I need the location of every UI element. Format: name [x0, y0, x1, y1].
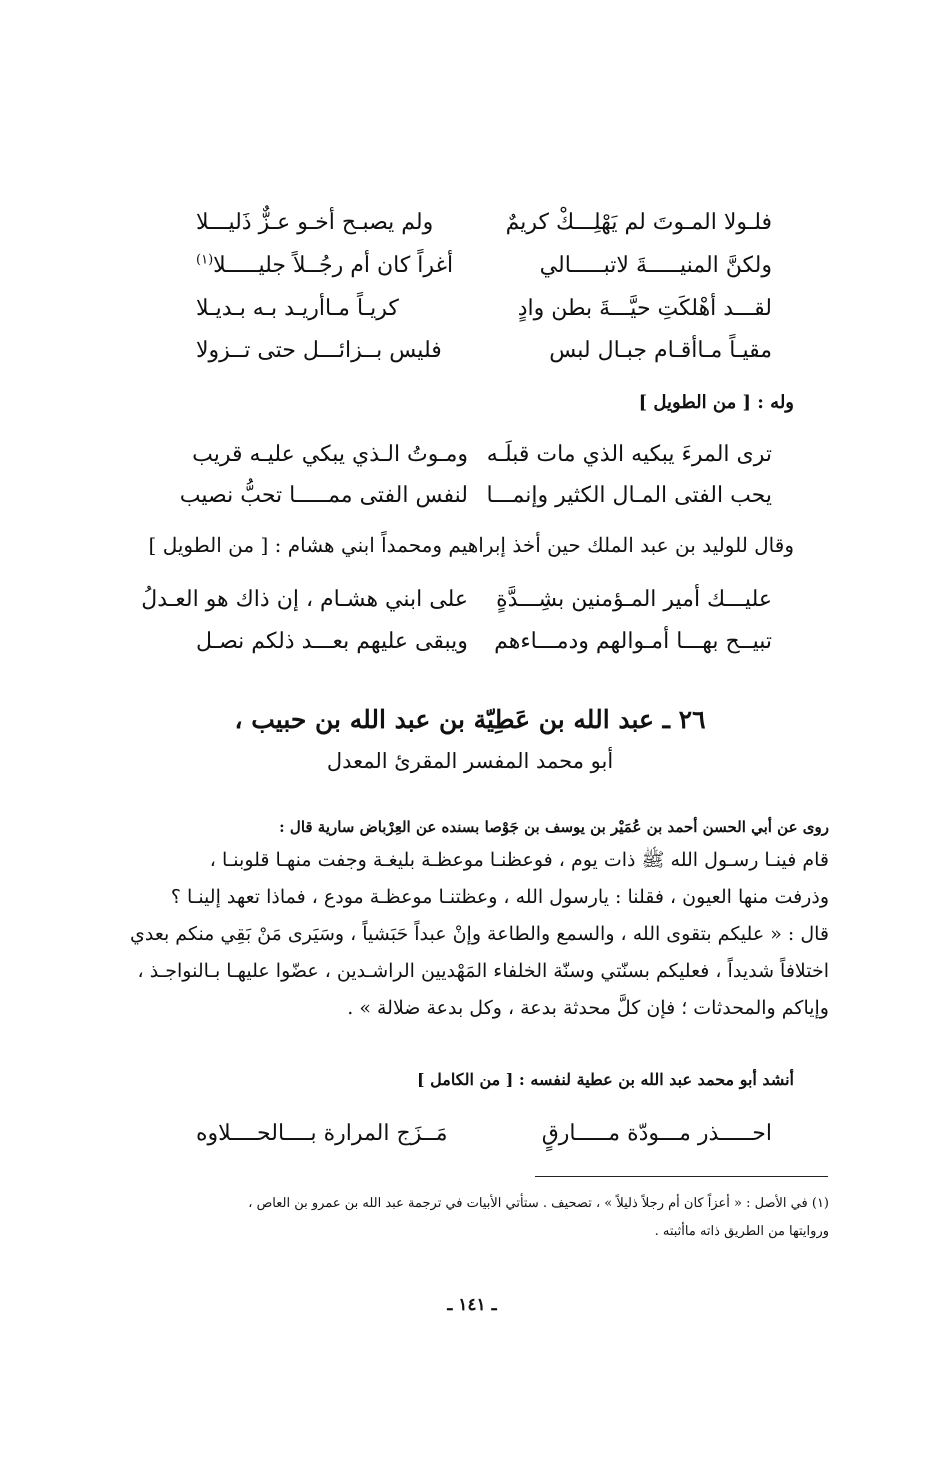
verse-line: [0, 331, 944, 371]
verse-second-hemistich: لنفس الفتى ممـــــا تحبُّ نصيب: [179, 483, 468, 508]
verse-first-hemistich: عليـــك أمير المـؤمنين بشِـــدَّةٍ: [496, 587, 772, 612]
verse-intro: وقال للوليد بن عبد الملك حين أخذ إبراهيم ومحمداً ابني هشام : [ من الطويل ]: [148, 533, 794, 557]
isnad-line: روى عن أبي الحسن أحمد بن عُمَيْر بن يوسف بن جَوْصا بسنده عن العِرْباض سارية قال :: [279, 818, 829, 836]
footnote-line: (١) في الأصل : « أعزاً كان أم رجلاً ذليلاً » ، تصحيف . ستأتي الأبيات في ترجمة عبد الله بن عمرو بن العاص ،: [248, 1196, 829, 1211]
verse-line: [0, 203, 944, 243]
prose-line: اختلافاً شديداً ، فعليكم بسنّتي وسنّة الخلفاء المَهْديين الراشـدين ، عضّوا عليهـا بـالنواجـذ ،: [137, 960, 829, 982]
verse-second-hemistich: كريـاً مـاأريـد بـه بـديـلا: [196, 296, 399, 321]
verse-second-hemistich: ولم يصبـح أخـو عـزٌّ ذَليـــلا: [196, 210, 434, 235]
verse-first-hemistich: يحب الفتى المـال الكثير وإنمـــا: [486, 483, 772, 508]
verse-second-hemistich: فليس بــزائـــل حتى تــزولا: [196, 338, 442, 363]
prose-line: وذرفت منها العيون ، فقلنا : يارسول الله ، وعظتنـا موعظـة مودع ، فماذا تعهد إلينـا ؟: [170, 886, 829, 908]
entry-heading: ٢٦ ـ عبد الله بن عَطِيّة بن عبد الله بن حبيب ،: [234, 705, 706, 734]
verse-intro: أنشد أبو محمد عبد الله بن عطية لنفسه : [ من الكامل ]: [417, 1070, 794, 1089]
verse-first-hemistich: تبيــح بهـــا أمـوالهم ودمـــاءهم: [494, 629, 772, 654]
verse-second-hemistich: ويبقى عليهم بعـــد ذلكم نصـل: [196, 629, 468, 654]
hadith-text: [117, 842, 829, 1027]
verse-second-hemistich: على ابني هشـام ، إن ذاك هو العـدلُ: [141, 587, 468, 612]
verse-line: [0, 622, 944, 662]
verse-intro: وله : [ من الطويل ]: [638, 392, 794, 413]
footnote-line: وروايتها من الطريق ذاته ماأثبته .: [654, 1224, 829, 1239]
verse-line: [0, 1114, 944, 1154]
footnote-divider: [535, 1176, 828, 1177]
verse-first-hemistich: مقيـاً مـاأقـام جبـال لبس: [549, 338, 772, 363]
prose-line: قام فينـا رسـول الله ﷺ ذات يوم ، فوعظنـا موعظـة بليغـة وجفت منهـا قلوبنـا ،: [209, 849, 829, 871]
verse-second-hemistich: [196, 246, 468, 286]
prose-line: قال : « عليكم بتقوى الله ، والسمع والطاعة وإنْ عبداً حَبَشياً ، وسَيَرى مَنْ بَقِي منكم بعدي: [129, 923, 829, 945]
verse-first-hemistich: ولكنَّ المنيـــــةَ لاتبـــــالي: [539, 253, 772, 278]
verse-first-hemistich: فلـولا المـوتَ لم يَهْلِـــكْ كريمٌ: [505, 210, 772, 235]
verse-first-hemistich: لقـــد أهْلكَتِ حيَّـــةَ بطن وادٍ: [517, 296, 772, 321]
verse-second-hemistich-text: أغراً كان أم رجُــلاً جليـــــلا: [213, 253, 454, 278]
verse-first-hemistich: احـــــذر مـــودّة مـــــارقٍ: [541, 1121, 772, 1146]
verse-line: [0, 246, 944, 286]
page-number: ـ ١٤١ ـ: [447, 1295, 497, 1315]
verse-second-hemistich: ومـوتُ الـذي يبكي عليـه قريب: [192, 442, 468, 467]
footnote: [117, 1190, 829, 1246]
entry-subheading: أبو محمد المفسر المقرئ المعدل: [326, 749, 614, 773]
footnote-marker: (١): [196, 252, 214, 268]
verse-second-hemistich: مَــزَج المرارة بــــالحــــلاوه: [196, 1121, 448, 1146]
verse-line: [0, 476, 944, 516]
verse-first-hemistich: ترى المرءَ يبكيه الذي مات قبلَـه: [486, 442, 772, 467]
verse-line: [0, 435, 944, 475]
verse-line: [0, 580, 944, 620]
prose-line: وإياكم والمحدثات ؛ فإن كلَّ محدثة بدعة ، وكل بدعة ضلالة » .: [347, 997, 829, 1019]
verse-line: [0, 289, 944, 329]
